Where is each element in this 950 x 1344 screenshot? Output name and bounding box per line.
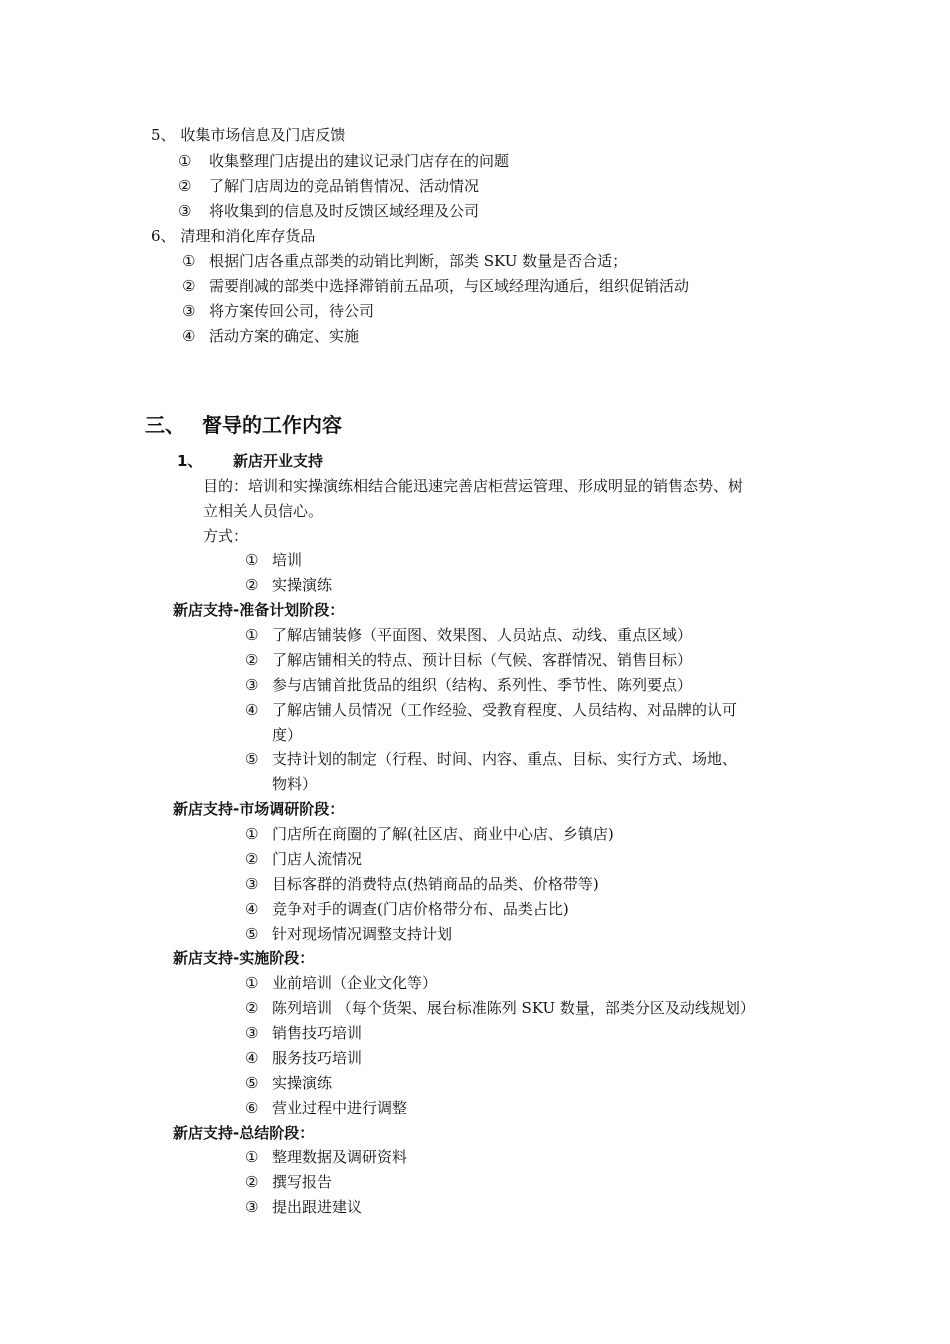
list-item xyxy=(245,1097,407,1119)
circled-number: ② xyxy=(245,576,259,594)
part-number: 三、 xyxy=(145,413,185,437)
phase-prep-title: 新店支持-准备计划阶段： xyxy=(173,601,345,619)
section-number: 6、 xyxy=(151,227,176,245)
list-item-text: 参与店铺首批货品的组织（结构、系列性、季节性、陈列要点） xyxy=(272,676,693,694)
circled-number: ① xyxy=(245,626,259,644)
circled-number: ② xyxy=(245,999,259,1017)
circled-number: ③ xyxy=(182,302,196,320)
list-item-text: 了解店铺人员情况（工作经验、受教育程度、人员结构、对品牌的认可 xyxy=(272,701,738,719)
purpose-line-2: 立相关人员信心。 xyxy=(203,502,324,520)
list-item-text: 营业过程中进行调整 xyxy=(272,1099,408,1117)
list-item xyxy=(178,200,479,222)
list-item xyxy=(182,275,689,297)
list-item xyxy=(245,674,692,696)
list-item xyxy=(245,972,437,994)
list-item-text: 提出跟进建议 xyxy=(272,1198,363,1216)
circled-number: ③ xyxy=(245,1024,259,1042)
list-item xyxy=(182,250,627,272)
section-6-heading xyxy=(151,225,315,247)
list-item-text: 销售技巧培训 xyxy=(272,1024,363,1042)
part-title: 督导的工作内容 xyxy=(202,413,342,437)
circled-number: ④ xyxy=(182,327,196,345)
list-item xyxy=(245,873,599,895)
list-item-continuation: 度） xyxy=(272,726,303,744)
list-item-text: 支持计划的制定（行程、时间、内容、重点、目标、实行方式、场地、 xyxy=(272,750,738,768)
list-item xyxy=(245,649,692,671)
list-item-text: 业前培训（企业文化等） xyxy=(272,974,438,992)
section-title: 清理和消化库存货品 xyxy=(180,227,316,245)
list-item xyxy=(245,1047,362,1069)
circled-number: ③ xyxy=(245,875,259,893)
phase-summary-title: 新店支持-总结阶段： xyxy=(173,1124,315,1142)
circled-number: ① xyxy=(245,551,259,569)
list-item-text: 了解门店周边的竞品销售情况、活动情况 xyxy=(209,177,480,195)
list-item xyxy=(245,1171,332,1193)
list-item xyxy=(245,848,362,870)
list-item xyxy=(245,549,302,571)
list-item xyxy=(245,997,755,1019)
list-item xyxy=(245,1196,362,1218)
circled-number: ③ xyxy=(245,1198,259,1216)
circled-number: ② xyxy=(245,651,259,669)
subsection-number: 1、 xyxy=(177,452,203,470)
list-item-text: 收集整理门店提出的建议记录门店存在的问题 xyxy=(209,152,510,170)
list-item-text: 针对现场情况调整支持计划 xyxy=(272,925,453,943)
section-number: 5、 xyxy=(151,126,176,144)
list-item xyxy=(245,1146,407,1168)
section-title: 收集市场信息及门店反馈 xyxy=(180,126,346,144)
list-item xyxy=(245,923,452,945)
circled-number: ③ xyxy=(245,676,259,694)
list-item xyxy=(245,898,569,920)
list-item-text: 实操演练 xyxy=(272,576,333,594)
list-item xyxy=(245,1072,332,1094)
circled-number: ⑥ xyxy=(245,1099,259,1117)
list-item-text: 培训 xyxy=(272,551,303,569)
list-item-text: 根据门店各重点部类的动销比判断，部类 SKU 数量是否合适； xyxy=(209,252,628,270)
section-5-heading xyxy=(151,124,345,146)
circled-number: ③ xyxy=(178,202,192,220)
list-item xyxy=(245,624,692,646)
list-item-text: 目标客群的消费特点(热销商品的品类、价格带等) xyxy=(272,875,599,893)
circled-number: ① xyxy=(245,1148,259,1166)
list-item-text: 门店所在商圈的了解(社区店、商业中心店、乡镇店) xyxy=(272,825,614,843)
list-item xyxy=(245,823,614,845)
list-item-text: 门店人流情况 xyxy=(272,850,363,868)
circled-number: ④ xyxy=(245,900,259,918)
purpose-line-1: 目的：培训和实操演练相结合能迅速完善店柜营运管理、形成明显的销售态势、树 xyxy=(203,477,744,495)
list-item xyxy=(182,325,359,347)
circled-number: ⑤ xyxy=(245,750,259,768)
circled-number: ② xyxy=(178,177,192,195)
list-item-text: 了解店铺装修（平面图、效果图、人员站点、动线、重点区域） xyxy=(272,626,693,644)
list-item-text: 陈列培训 （每个货架、展台标准陈列 SKU 数量，部类分区及动线规划） xyxy=(272,999,755,1017)
list-item-text: 将收集到的信息及时反馈区域经理及公司 xyxy=(209,202,480,220)
list-item-text: 将方案传回公司，待公司 xyxy=(209,302,375,320)
list-item xyxy=(245,1022,362,1044)
subsection-1-heading xyxy=(177,450,323,472)
list-item-continuation: 物料） xyxy=(272,775,318,793)
list-item-text: 整理数据及调研资料 xyxy=(272,1148,408,1166)
list-item xyxy=(245,699,737,721)
circled-number: ② xyxy=(245,1173,259,1191)
circled-number: ② xyxy=(182,277,196,295)
list-item-text: 实操演练 xyxy=(272,1074,333,1092)
circled-number: ① xyxy=(182,252,196,270)
list-item-text: 活动方案的确定、实施 xyxy=(209,327,360,345)
subsection-title: 新店开业支持 xyxy=(233,452,324,470)
method-label: 方式： xyxy=(203,527,249,545)
list-item-text: 了解店铺相关的特点、预计目标（气候、客群情况、销售目标） xyxy=(272,651,693,669)
list-item xyxy=(245,748,737,770)
list-item-text: 服务技巧培训 xyxy=(272,1049,363,1067)
list-item xyxy=(178,150,509,172)
list-item xyxy=(182,300,374,322)
list-item-text: 撰写报告 xyxy=(272,1173,333,1191)
list-item-text: 竞争对手的调查(门店价格带分布、品类占比) xyxy=(272,900,569,918)
circled-number: ① xyxy=(245,974,259,992)
list-item xyxy=(178,175,479,197)
circled-number: ⑤ xyxy=(245,925,259,943)
circled-number: ④ xyxy=(245,701,259,719)
circled-number: ⑤ xyxy=(245,1074,259,1092)
circled-number: ① xyxy=(178,152,192,170)
part-3-heading xyxy=(145,411,342,439)
circled-number: ① xyxy=(245,825,259,843)
phase-research-title: 新店支持-市场调研阶段： xyxy=(173,800,345,818)
circled-number: ④ xyxy=(245,1049,259,1067)
list-item-text: 需要削减的部类中选择滞销前五品项，与区域经理沟通后，组织促销活动 xyxy=(209,277,690,295)
circled-number: ② xyxy=(245,850,259,868)
list-item xyxy=(245,574,332,596)
phase-impl-title: 新店支持-实施阶段： xyxy=(173,949,315,967)
